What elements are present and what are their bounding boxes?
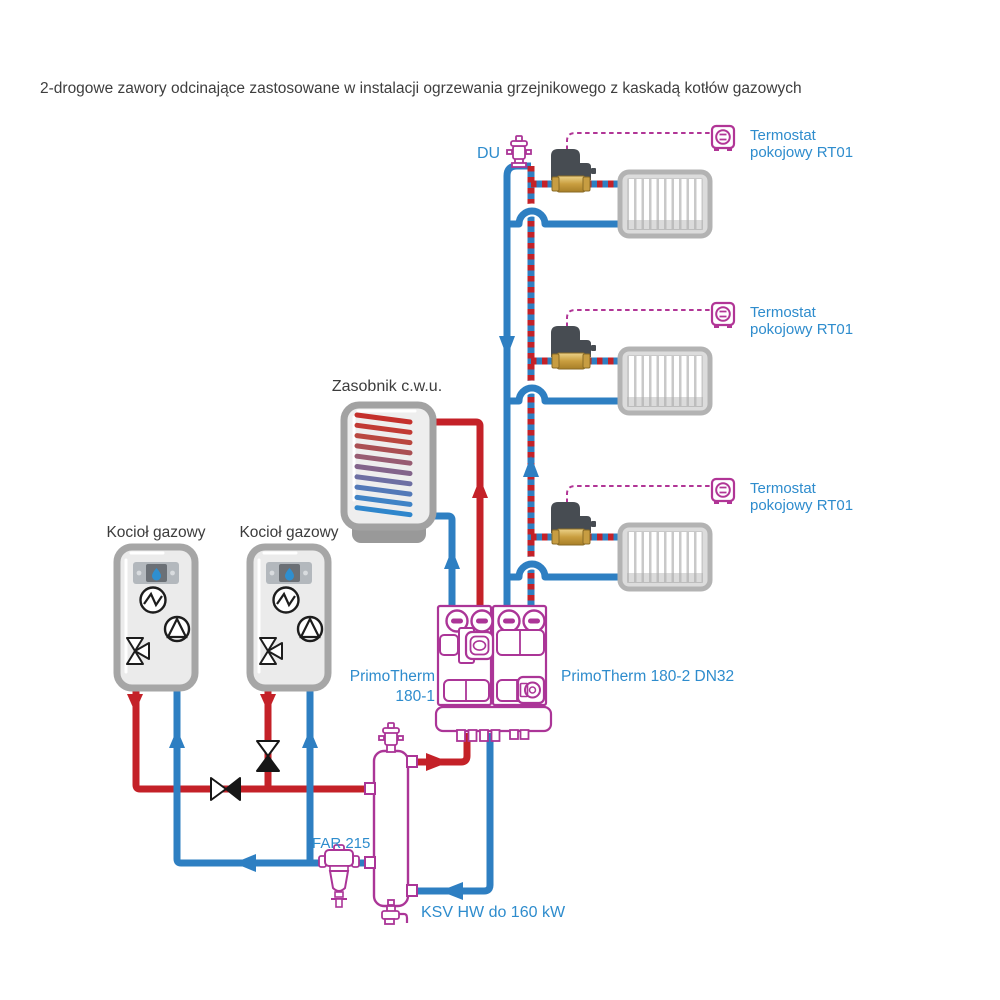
panel-dot <box>170 571 175 576</box>
thermostat-label-line1: Termostat <box>750 127 816 144</box>
separator-air-vent-icon <box>379 723 403 752</box>
room-thermostat-icon <box>712 479 734 504</box>
ksv-label: KSV HW do 160 kW <box>421 904 566 921</box>
flow-arrow-left-icon <box>440 882 463 900</box>
zone-valve <box>551 502 596 545</box>
valve-actuator <box>551 149 591 180</box>
panel-dot <box>137 571 142 576</box>
flow-arrow-down-icon <box>260 694 276 712</box>
filter-head <box>325 850 353 866</box>
flow-arrow-up-icon <box>472 478 488 498</box>
gas-boiler-1 <box>117 547 195 688</box>
valve-nut <box>552 530 559 544</box>
flow-arrow-up-icon <box>169 729 185 748</box>
check-valve-icon <box>257 756 279 771</box>
primotherm1-label-line2: 180-1 <box>395 688 435 705</box>
air-vent-du-icon <box>507 136 531 167</box>
flow-arrow-left-icon <box>234 854 256 872</box>
boiler1-label: Kocioł gazowy <box>106 524 206 541</box>
valve-nut <box>552 354 559 368</box>
flow-arrow-right-icon <box>426 753 449 771</box>
filter-bowl <box>330 871 348 891</box>
manifold-bottom-connectors <box>457 730 529 741</box>
valve-brass-body <box>557 529 585 545</box>
boiler2-label: Kocioł gazowy <box>239 524 339 541</box>
flow-arrow-down-icon <box>499 336 515 357</box>
flow-arrow-down-icon <box>127 694 143 712</box>
room-thermostat-icon <box>712 303 734 328</box>
valve-actuator-nub <box>591 521 596 527</box>
valve-actuator <box>551 326 591 357</box>
primotherm-manifold <box>436 606 551 741</box>
valve-brass-body <box>557 176 585 192</box>
thermostat-control-wire <box>567 310 710 327</box>
valve-nut <box>552 177 559 191</box>
check-valve-icon <box>257 741 279 756</box>
check-valve-icon <box>211 778 226 800</box>
valve-actuator <box>551 502 591 533</box>
thermostat-label-line2: pokojowy RT01 <box>750 497 854 514</box>
radiator <box>620 525 710 590</box>
flow-arrow-up-icon <box>302 729 318 748</box>
tank-label: Zasobnik c.w.u. <box>331 378 443 395</box>
zone-valve <box>551 149 596 192</box>
room-thermostat-icon <box>712 126 734 151</box>
valve-nut <box>583 530 590 544</box>
panel-dot <box>303 571 308 576</box>
primotherm1-label-line1: PrimoTherm <box>349 668 435 685</box>
valve-nut <box>583 354 590 368</box>
panel-dot <box>270 571 275 576</box>
gas-boilers <box>117 547 328 688</box>
separator-body <box>374 751 408 906</box>
valve-actuator-nub <box>591 168 596 174</box>
thermostat-label-line1: Termostat <box>750 480 816 497</box>
dhw-tank <box>344 405 433 543</box>
flow-arrow-up-icon <box>523 456 539 477</box>
du-label: DU <box>477 145 501 162</box>
diagram-title: 2-drogowe zawory odcinające zastosowane w instalacji ogrzewania grzejnikowego z kaskadą kotłów gazowych <box>40 80 802 97</box>
valve-actuator-nub <box>591 345 596 351</box>
primotherm2-label: PrimoTherm 180-2 DN32 <box>561 668 735 685</box>
check-valve-icon <box>226 778 240 800</box>
thermostat-control-wire <box>567 486 710 503</box>
thermostat-label-line2: pokojowy RT01 <box>750 321 854 338</box>
radiator <box>620 172 710 237</box>
gas-boiler-2 <box>250 547 328 688</box>
valve-brass-body <box>557 353 585 369</box>
far-filter <box>319 845 359 907</box>
thermostat-label-line2: pokojowy RT01 <box>750 144 854 161</box>
hydraulic-separator <box>365 723 417 924</box>
zone-valve <box>551 326 596 369</box>
valve-nut <box>583 177 590 191</box>
flow-arrow-up-icon <box>444 549 460 569</box>
manifold-bottom-bar <box>436 707 551 731</box>
thermostat-label-line1: Termostat <box>750 304 816 321</box>
thermostat-control-wire <box>567 133 710 150</box>
radiator <box>620 349 710 414</box>
far-label: FAR 215 <box>312 835 371 852</box>
